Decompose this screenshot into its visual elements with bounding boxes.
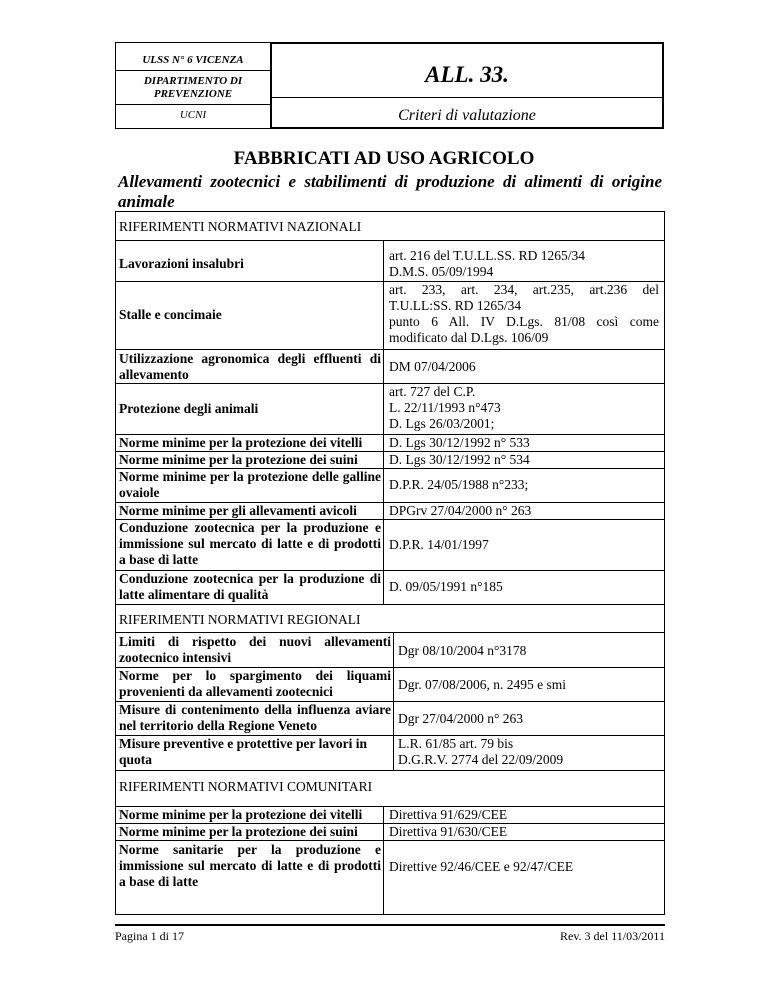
divider bbox=[116, 104, 270, 105]
section-heading-regional: RIFERIMENTI NORMATIVI REGIONALI bbox=[119, 612, 361, 627]
table-row-value bbox=[389, 248, 659, 280]
header-org: ULSS N° 6 VICENZA bbox=[142, 54, 244, 66]
row-label: Norme sanitarie per la produzione e immissione sul mercato di latte e di prodotti a base di latte bbox=[119, 842, 381, 889]
value-line: D. Lgs 30/12/1992 n° 534 bbox=[389, 452, 530, 467]
divider bbox=[116, 70, 270, 71]
divider bbox=[272, 97, 662, 98]
value-line: Direttiva 91/630/CEE bbox=[389, 824, 508, 839]
divider bbox=[116, 840, 664, 841]
row-label: Conduzione zootecnica per la produzione di latte alimentare di qualità bbox=[119, 571, 381, 602]
row-label: Misure di contenimento della influenza aviare nel territorio della Regione Veneto bbox=[119, 702, 391, 733]
value-line: D. 09/05/1991 n°185 bbox=[389, 579, 503, 594]
header-left-box bbox=[115, 42, 271, 129]
value-line: D.P.R. 14/01/1997 bbox=[389, 537, 489, 552]
table-row-value bbox=[398, 736, 660, 768]
table-row-value bbox=[398, 711, 660, 727]
table-row-value bbox=[389, 579, 659, 595]
document-header bbox=[115, 42, 664, 129]
table-row-value bbox=[398, 643, 660, 659]
regulations-table bbox=[115, 211, 665, 915]
value-line: Dgr. 07/08/2006, n. 2495 e smi bbox=[398, 677, 566, 692]
divider bbox=[116, 604, 664, 605]
divider bbox=[116, 632, 664, 633]
header-dept: DIPARTIMENTO DI PREVENZIONE bbox=[143, 75, 243, 100]
value-line: art. 216 del T.U.LL.SS. RD 1265/34 bbox=[389, 248, 585, 263]
value-line: Dgr 27/04/2000 n° 263 bbox=[398, 711, 524, 726]
table-row-value bbox=[398, 677, 660, 693]
table-row-value bbox=[389, 282, 659, 346]
page-number: Pagina 1 di 17 bbox=[115, 929, 184, 943]
table-row-value bbox=[389, 859, 659, 875]
header-unit: UCNI bbox=[179, 109, 207, 121]
header-right-box bbox=[271, 42, 664, 129]
value-line: art. 233, art. 234, art.235, art.236 del bbox=[389, 282, 659, 297]
page-subtitle: Allevamenti zootecnici e stabilimenti di produzione di alimenti di origine animale bbox=[118, 172, 662, 211]
row-label: Norme minime per la protezione dei vitelli bbox=[119, 807, 363, 822]
value-line: DM 07/04/2006 bbox=[389, 359, 476, 374]
row-label: Limiti di rispetto dei nuovi allevamenti zootecnico intensivi bbox=[119, 634, 391, 665]
revision-info: Rev. 3 del 11/03/2011 bbox=[560, 929, 665, 943]
value-line: D.G.R.V. 2774 del 22/09/2009 bbox=[398, 752, 564, 767]
table-row-value bbox=[389, 477, 659, 493]
divider bbox=[116, 240, 664, 241]
value-line: Dgr 08/10/2004 n°3178 bbox=[398, 643, 527, 658]
value-line: L. 22/11/1993 n°473 bbox=[389, 400, 501, 415]
row-label: Conduzione zootecnica per la produzione e immissione sul mercato di latte e di prodotti a base di latte bbox=[119, 520, 381, 567]
row-label: Norme per lo spargimento dei liquami provenienti da allevamenti zootecnici bbox=[119, 668, 391, 699]
divider bbox=[383, 570, 384, 604]
section-heading-national: RIFERIMENTI NORMATIVI NAZIONALI bbox=[119, 219, 362, 234]
value-line: Direttiva 91/629/CEE bbox=[389, 807, 508, 822]
divider bbox=[116, 349, 664, 350]
value-line: modificato dal D.Lgs. 106/09 bbox=[389, 330, 549, 345]
row-label: Norme minime per gli allevamenti avicoli bbox=[119, 503, 357, 518]
row-label: Protezione degli animali bbox=[119, 401, 259, 416]
row-label: Norme minime per la protezione dei suini bbox=[119, 824, 358, 839]
attachment-number: ALL. 33. bbox=[425, 62, 509, 87]
value-line: D.M.S. 05/09/1994 bbox=[389, 264, 494, 279]
section-heading-community: RIFERIMENTI NORMATIVI COMUNITARI bbox=[119, 779, 373, 794]
value-line: D. Lgs 26/03/2001; bbox=[389, 416, 495, 431]
row-label: Utilizzazione agronomica degli effluenti di allevamento bbox=[119, 351, 381, 382]
table-row-value bbox=[389, 384, 659, 432]
value-line: punto 6 All. IV D.Lgs. 81/08 così come bbox=[389, 314, 659, 329]
table-row-value bbox=[389, 503, 659, 519]
table-row-value bbox=[389, 824, 659, 840]
table-row-value bbox=[389, 807, 659, 823]
value-line: T.U.LL:SS. RD 1265/34 bbox=[389, 298, 522, 313]
page-title: FABBRICATI AD USO AGRICOLO bbox=[233, 148, 535, 169]
row-label: Misure preventive e protettive per lavori in quota bbox=[119, 736, 367, 767]
value-line: L.R. 61/85 art. 79 bis bbox=[398, 736, 514, 751]
row-label: Stalle e concimaie bbox=[119, 307, 222, 322]
table-row-value bbox=[389, 359, 659, 375]
divider bbox=[116, 770, 664, 771]
value-line: D.P.R. 24/05/1988 n°233; bbox=[389, 477, 529, 492]
value-line: art. 727 del C.P. bbox=[389, 384, 476, 399]
footer-rule bbox=[115, 924, 665, 926]
row-label: Norme minime per la protezione dei vitelli bbox=[119, 435, 363, 450]
table-row-value bbox=[389, 537, 659, 553]
row-label: Norme minime per la protezione dei suini bbox=[119, 452, 358, 467]
row-label: Lavorazioni insalubri bbox=[119, 256, 244, 271]
value-line: Direttive 92/46/CEE e 92/47/CEE bbox=[389, 859, 574, 874]
row-label: Norme minime per la protezione delle galline ovaiole bbox=[119, 469, 381, 500]
table-row-value bbox=[389, 435, 659, 451]
divider bbox=[383, 240, 384, 597]
value-line: D. Lgs 30/12/1992 n° 533 bbox=[389, 435, 530, 450]
header-subject: Criteri di valutazione bbox=[398, 107, 536, 124]
table-row-value bbox=[389, 452, 659, 468]
value-line: DPGrv 27/04/2000 n° 263 bbox=[389, 503, 532, 518]
